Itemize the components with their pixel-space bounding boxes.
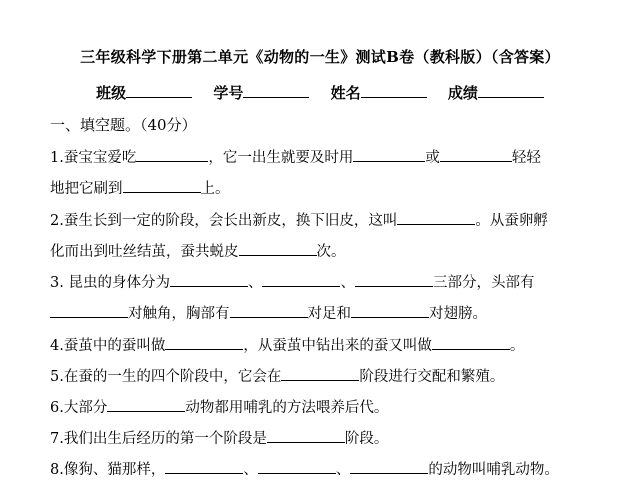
question-text: 4.蚕茧中的蚕叫做	[50, 338, 166, 354]
class-field	[96, 82, 192, 103]
answer-blank[interactable]	[170, 272, 248, 287]
question-text: 阶段。	[344, 431, 389, 447]
answer-blank[interactable]	[136, 147, 208, 162]
score-blank[interactable]	[478, 83, 544, 98]
answer-blank[interactable]	[239, 241, 317, 256]
answer-blank[interactable]	[351, 303, 429, 318]
score-label: 成绩	[447, 84, 478, 102]
question-text: 地把它刷到	[50, 181, 123, 197]
question-text: 化而出到吐丝结茧，蚕共蜕皮	[50, 244, 239, 260]
score-field	[448, 82, 544, 103]
question-text: 6.大部分	[50, 400, 108, 416]
question-text: 、	[335, 462, 351, 478]
question-8	[50, 458, 559, 479]
answer-blank[interactable]	[165, 459, 243, 474]
answer-blank[interactable]	[432, 335, 510, 350]
answer-blank[interactable]	[440, 147, 512, 162]
answer-blank[interactable]	[281, 366, 359, 381]
question-text: 。	[509, 338, 525, 354]
question-1-line-1	[50, 146, 541, 167]
question-text: 三部分，头部有	[432, 275, 535, 291]
question-text: 、	[247, 275, 263, 291]
section-heading: 一、填空题。（40分）	[50, 116, 197, 134]
name-blank[interactable]	[361, 83, 427, 98]
answer-blank[interactable]	[397, 210, 475, 225]
question-text: ，从蚕茧中钻出来的蚕又叫做	[243, 338, 432, 354]
question-text: 8.像狗、猫那样，	[50, 462, 166, 478]
answer-blank[interactable]	[353, 147, 425, 162]
question-6	[50, 396, 388, 417]
answer-blank[interactable]	[123, 178, 201, 193]
question-text: 。从蚕卵孵	[475, 213, 548, 229]
answer-blank[interactable]	[350, 459, 428, 474]
question-text: 阶段进行交配和繁殖。	[359, 369, 505, 385]
page-title: 三年级科学下册第二单元《动物的一生》测试B卷（教科版）（含答案）	[80, 48, 560, 66]
class-label: 班级	[96, 84, 127, 102]
question-2-line-2	[50, 240, 346, 261]
question-text: 5.在蚕的一生的四个阶段中，它会在	[50, 369, 282, 385]
answer-blank[interactable]	[267, 428, 345, 443]
number-label: 学号	[213, 84, 244, 102]
question-text: 3. 昆虫的身体分为	[50, 275, 170, 291]
question-text: 或	[425, 150, 440, 166]
number-field	[213, 82, 309, 103]
question-text: 、	[340, 275, 355, 291]
question-7	[50, 427, 388, 448]
question-text: 轻轻	[511, 150, 541, 166]
question-text: 对翅膀。	[429, 306, 487, 322]
question-text: 次。	[316, 244, 346, 260]
question-text: ，它一出生就要及时用	[208, 150, 354, 166]
question-2-line-1	[50, 209, 548, 230]
student-info-row	[0, 82, 640, 103]
question-text: 上。	[200, 181, 230, 197]
question-text: 的动物叫哺乳动物。	[428, 462, 559, 478]
answer-blank[interactable]	[258, 459, 336, 474]
name-field	[331, 82, 427, 103]
question-5	[50, 365, 504, 386]
answer-blank[interactable]	[50, 303, 128, 318]
answer-blank[interactable]	[262, 272, 340, 287]
question-4	[50, 334, 524, 355]
question-1-line-2	[50, 177, 230, 198]
answer-blank[interactable]	[230, 303, 308, 318]
answer-blank[interactable]	[107, 397, 185, 412]
question-3-line-2	[50, 302, 487, 323]
class-blank[interactable]	[126, 83, 192, 98]
question-text: 1.蚕宝宝爱吃	[50, 150, 137, 166]
answer-blank[interactable]	[355, 272, 433, 287]
question-text: 2.蚕生长到一定的阶段，会长出新皮，换下旧皮，这叫	[50, 213, 398, 229]
number-blank[interactable]	[243, 83, 309, 98]
answer-blank[interactable]	[165, 335, 243, 350]
question-text: 对触角，胸部有	[128, 306, 230, 322]
name-label: 姓名	[330, 84, 361, 102]
question-text: 对足和	[307, 306, 351, 322]
question-3-line-1	[50, 271, 534, 292]
question-text: 、	[243, 462, 258, 478]
question-text: 动物都用哺乳的方法喂养后代。	[185, 400, 389, 416]
question-text: 7.我们出生后经历的第一个阶段是	[50, 431, 267, 447]
